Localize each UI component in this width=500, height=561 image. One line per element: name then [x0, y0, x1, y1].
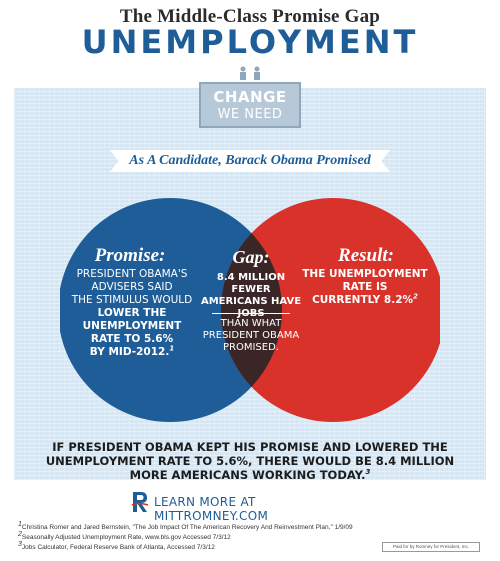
- summary-statement: [40, 440, 460, 482]
- footnote-2-num: 2: [18, 530, 22, 538]
- gap-line-5: PRESIDENT OBAMA: [202, 330, 300, 341]
- gap-heading: Gap:: [232, 247, 270, 267]
- summary-line-3-text: MORE AMERICANS WORKING TODAY.: [129, 468, 366, 482]
- banner-text: As A Candidate, Barack Obama Promised: [129, 153, 371, 168]
- footnotes: [18, 520, 378, 553]
- gap-divider: [212, 313, 290, 314]
- promise-line-2: ADVISERS SAID: [91, 281, 173, 293]
- footnote-2: [18, 530, 378, 543]
- result-heading: Result:: [338, 245, 394, 266]
- gap-line-4: THAN WHAT: [220, 318, 282, 329]
- footnote-ref-2: 2: [413, 292, 418, 301]
- footnote-3-num: 3: [18, 540, 22, 548]
- result-line-3-text: CURRENTLY 8.2%: [312, 294, 414, 306]
- promise-line-5: UNEMPLOYMENT: [82, 320, 182, 332]
- logo-line-2: WE NEED: [217, 107, 283, 122]
- promise-line-4: LOWER THE: [97, 307, 167, 319]
- summary-line-3: [40, 468, 460, 482]
- footnote-3-text: Jobs Calculator, Federal Reserve Bank of Atlanta, Accessed 7/3/12: [21, 544, 215, 551]
- podium-icon: [233, 66, 267, 80]
- gap-line-1: 8.4 MILLION FEWER: [216, 272, 286, 295]
- learn-more-text[interactable]: LEARN MORE AT MITTROMNEY.COM: [154, 495, 269, 523]
- gap-line-2: AMERICANS HAVE: [200, 296, 302, 307]
- result-line-1: THE UNEMPLOYMENT: [302, 268, 428, 280]
- paid-for-disclaimer: Paid for by Romney for President, Inc.: [382, 542, 480, 552]
- promise-line-6: RATE TO 5.6%: [90, 333, 174, 345]
- promise-line-3: THE STIMULUS WOULD: [71, 294, 193, 306]
- learn-more-link[interactable]: [130, 490, 370, 523]
- footnote-1-num: 1: [18, 520, 22, 528]
- promise-line-7-text: BY MID-2012.: [89, 346, 170, 358]
- romney-r-logo-icon: [130, 490, 150, 514]
- promise-text: [68, 268, 196, 359]
- summary-line-1: IF PRESIDENT OBAMA KEPT HIS PROMISE AND LOWERED THE: [52, 440, 448, 454]
- candidate-banner: [110, 150, 390, 172]
- footnote-ref-1: 1: [169, 344, 175, 353]
- header-kicker: The Middle-Class Promise Gap: [119, 6, 381, 27]
- promise-line-7: [68, 346, 196, 359]
- footnote-2-text: Seasonally Adjusted Unemployment Rate, www.bls.gov Accessed 7/3/12: [21, 534, 231, 541]
- result-text: [300, 268, 430, 307]
- gap-text: [200, 318, 302, 354]
- page-title: UNEMPLOYMENT: [81, 23, 419, 61]
- footnote-ref-3: 3: [365, 468, 371, 477]
- promise-line-1: PRESIDENT OBAMA'S: [76, 268, 188, 280]
- result-line-3: [300, 294, 430, 307]
- result-line-2: RATE IS: [342, 281, 388, 293]
- footnote-1: [18, 520, 378, 533]
- footnote-3: [18, 540, 378, 553]
- gap-line-6: PROMISED.: [223, 342, 279, 353]
- summary-line-2: UNEMPLOYMENT RATE TO 5.6%, THERE WOULD BE 8.4 MILLION: [45, 454, 455, 468]
- change-we-need-logo: [199, 62, 301, 130]
- logo-line-1: CHANGE: [213, 88, 287, 106]
- promise-heading: Promise:: [94, 245, 166, 266]
- footnote-1-text: Christina Romer and Jared Bernstein, "The Job Impact Of The American Recovery And Reinvestment Plan," 1/9/09: [21, 524, 353, 531]
